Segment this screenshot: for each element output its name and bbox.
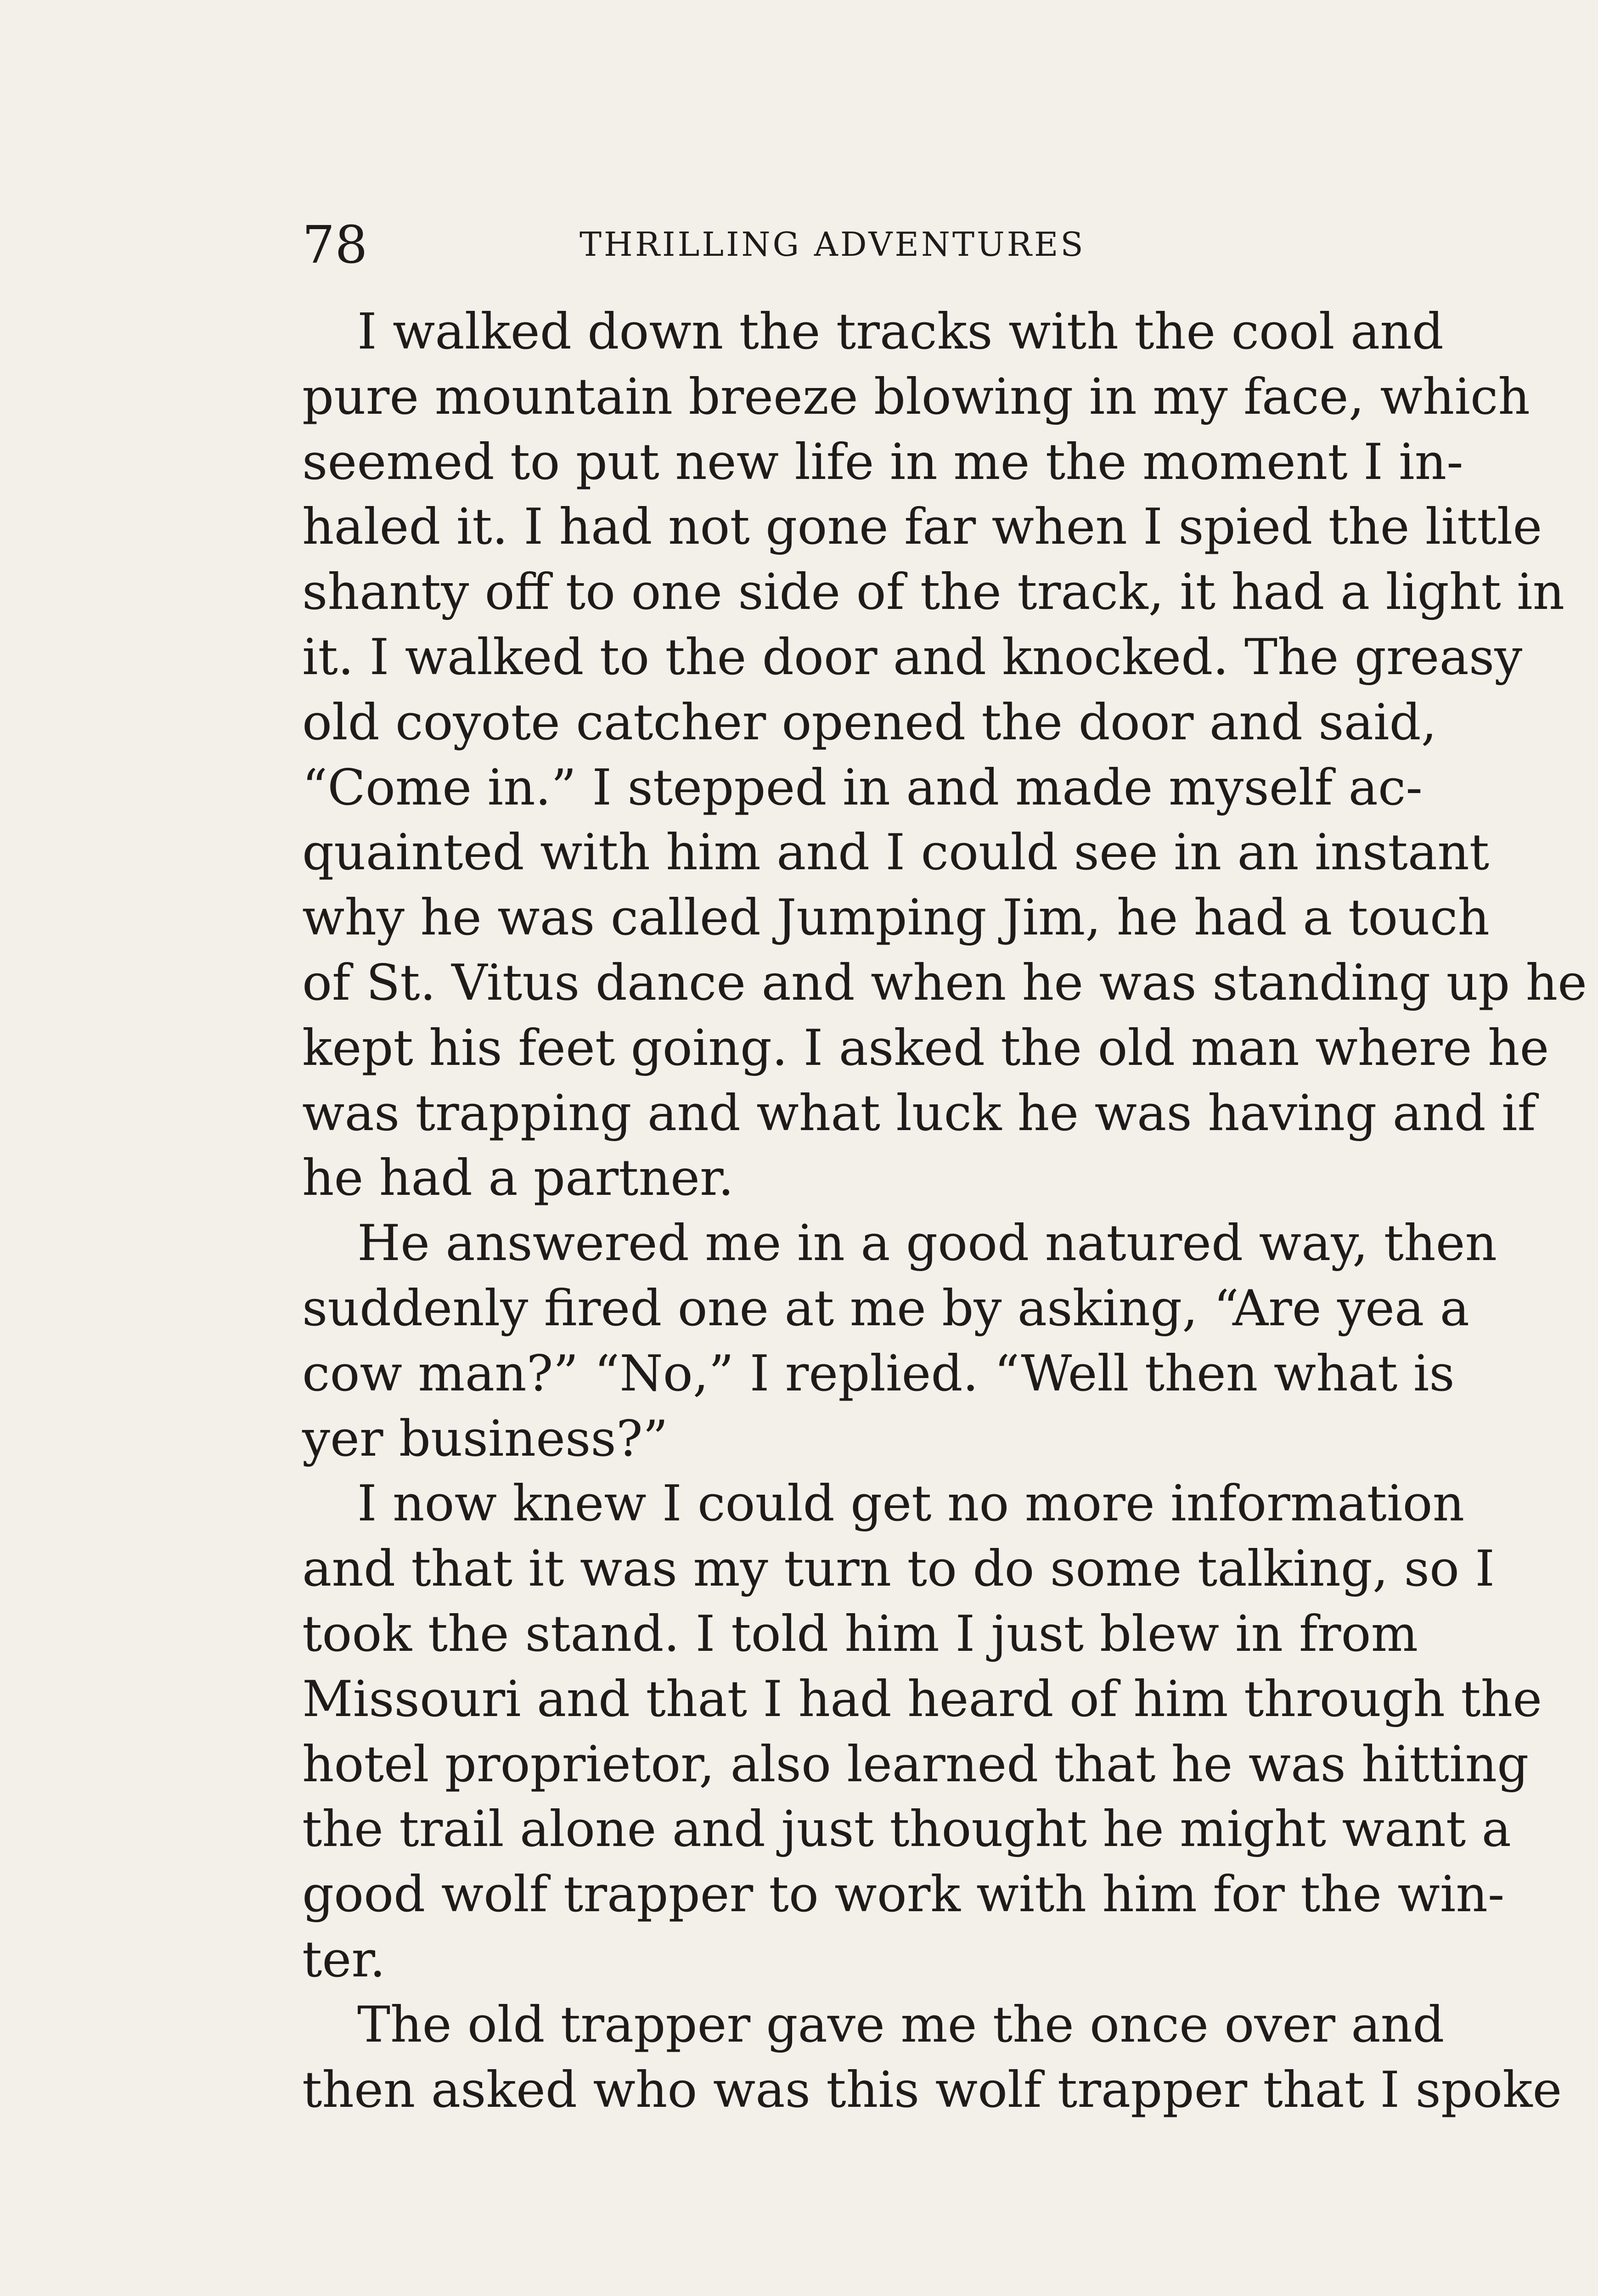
page-number: 78 <box>302 215 368 275</box>
text-line: seemed to put new life in me the moment I in- <box>302 433 1463 491</box>
text-line: I now knew I could get no more information <box>357 1475 1465 1533</box>
text-line: ter. <box>302 1930 386 1988</box>
text-line: shanty off to one side of the track, it had a light in <box>302 563 1565 621</box>
text-line: he had a partner. <box>302 1149 734 1207</box>
text-line: kept his feet going. I asked the old man where he <box>302 1019 1549 1077</box>
text-line: good wolf trapper to work with him for the win- <box>302 1866 1505 1924</box>
text-line: Missouri and that I had heard of him through the <box>302 1670 1542 1728</box>
text-line: haled it. I had not gone far when I spied the little <box>302 498 1542 556</box>
text-line: yer business?” <box>302 1410 668 1468</box>
running-title: THRILLING ADVENTURES <box>580 225 1086 264</box>
text-line: He answered me in a good natured way, then <box>357 1215 1497 1272</box>
text-line: I walked down the tracks with the cool and <box>357 303 1444 360</box>
text-line: old coyote catcher opened the door and said, <box>302 693 1437 751</box>
text-line: why he was called Jumping Jim, he had a touch <box>302 889 1490 947</box>
text-line: suddenly fired one at me by asking, “Are yea a <box>302 1279 1470 1337</box>
text-line: of St. Vitus dance and when he was standing up he <box>302 954 1587 1012</box>
text-line: then asked who was this wolf trapper that I spoke <box>302 2061 1562 2119</box>
text-line: quainted with him and I could see in an instant <box>302 824 1490 882</box>
body-text <box>302 299 1587 2122</box>
text-line: cow man?” “No,” I replied. “Well then what is <box>302 1345 1455 1402</box>
text-line: was trapping and what luck he was having and if <box>302 1084 1536 1142</box>
text-line: hotel proprietor, also learned that he was hitting <box>302 1735 1529 1793</box>
text-line: “Come in.” I stepped in and made myself ac- <box>302 759 1423 816</box>
text-line: The old trapper gave me the once over and <box>357 1996 1445 2054</box>
text-line: pure mountain breeze blowing in my face, which <box>302 368 1530 426</box>
text-line: and that it was my turn to do some talking, so I <box>302 1540 1495 1598</box>
text-line: it. I walked to the door and knocked. The greasy <box>302 628 1523 686</box>
text-line: the trail alone and just thought he might want a <box>302 1801 1512 1858</box>
text-line: took the stand. I told him I just blew in from <box>302 1605 1418 1663</box>
